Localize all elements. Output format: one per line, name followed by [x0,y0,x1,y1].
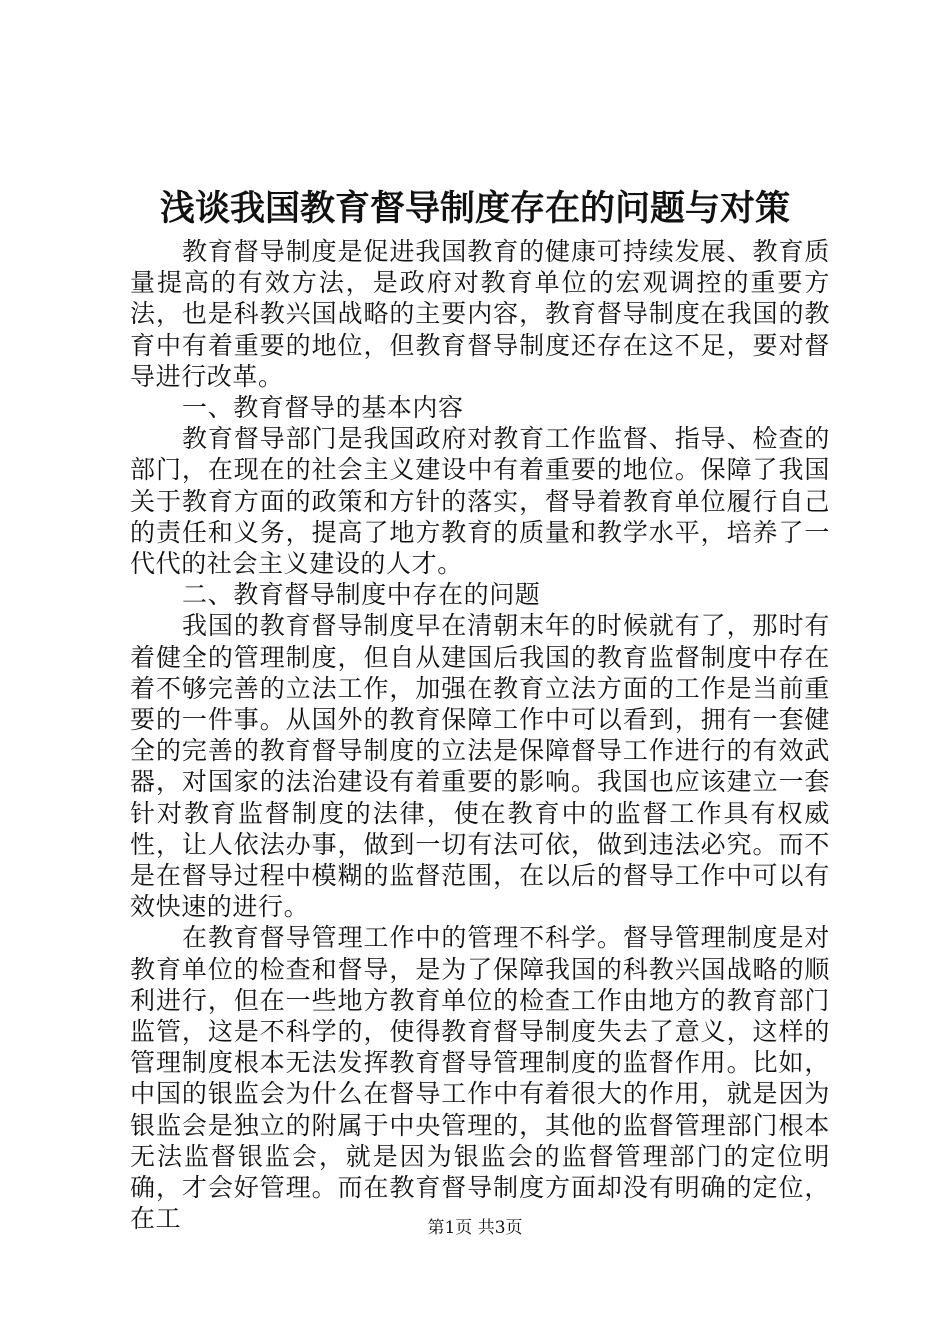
document-body [130,236,830,1235]
body-paragraph-legislation: 我国的教育督导制度早在清朝末年的时候就有了，那时有着健全的管理制度，但自从建国后我国的教育监督制度中存在着不够完善的立法工作，加强在教育立法方面的工作是当前重要的一件事。从国外的教育保障工作中可以看到，拥有一套健全的完善的教育督导制度的立法是保障督导工作进行的有效武器，对国家的法治建设有着重要的影响。我国也应该建立一套针对教育监督制度的法律，使在教育中的监督工作具有权威性，让人依法办事，做到一切有法可依，做到违法必究。而不是在督导过程中模糊的监督范围，在以后的督导工作中可以有效快速的进行。 [130,611,830,922]
section-heading-problems: 二、教育督导制度中存在的问题 [182,580,541,610]
page-number-footer: 第1页 共3页 [427,1218,523,1238]
body-paragraph-management: 在教育督导管理工作中的管理不科学。督导管理制度是对教育单位的检查和督导，是为了保障我国的科教兴国战略的顺利进行，但在一些地方教育单位的检查工作由地方的教育部门监管，这是不科学的，使得教育督导制度失去了意义，这样的管理制度根本无法发挥教育督导管理制度的监督作用。比如，中国的银监会为什么在督导工作中有着很大的作用，就是因为银监会是独立的附属于中央管理的，其他的监督管理部门根本无法监督银监会，就是因为银监会的监督管理部门的定位明确，才会好管理。而在教育督导制度方面却没有明确的定位，在工 [130,923,830,1234]
body-paragraph-intro: 教育督导制度是促进我国教育的健康可持续发展、教育质量提高的有效方法，是政府对教育单位的宏观调控的重要方法，也是科教兴国战略的主要内容，教育督导制度在我国的教育中有着重要的地位，但教育督导制度还存在这不足，要对督导进行改革。 [130,237,830,391]
section-heading-basic-content: 一、教育督导的基本内容 [182,393,464,423]
body-paragraph-basic-content: 教育督导部门是我国政府对教育工作监督、指导、检查的部门，在现在的社会主义建设中有着重要的地位。保障了我国关于教育方面的政策和方针的落实，督导着教育单位履行自己的责任和义务，提高了地方教育的质量和教学水平，培养了一代代的社会主义建设的人才。 [130,424,830,579]
document-title: 浅谈我国教育督导制度存在的问题与对策 [159,188,790,229]
